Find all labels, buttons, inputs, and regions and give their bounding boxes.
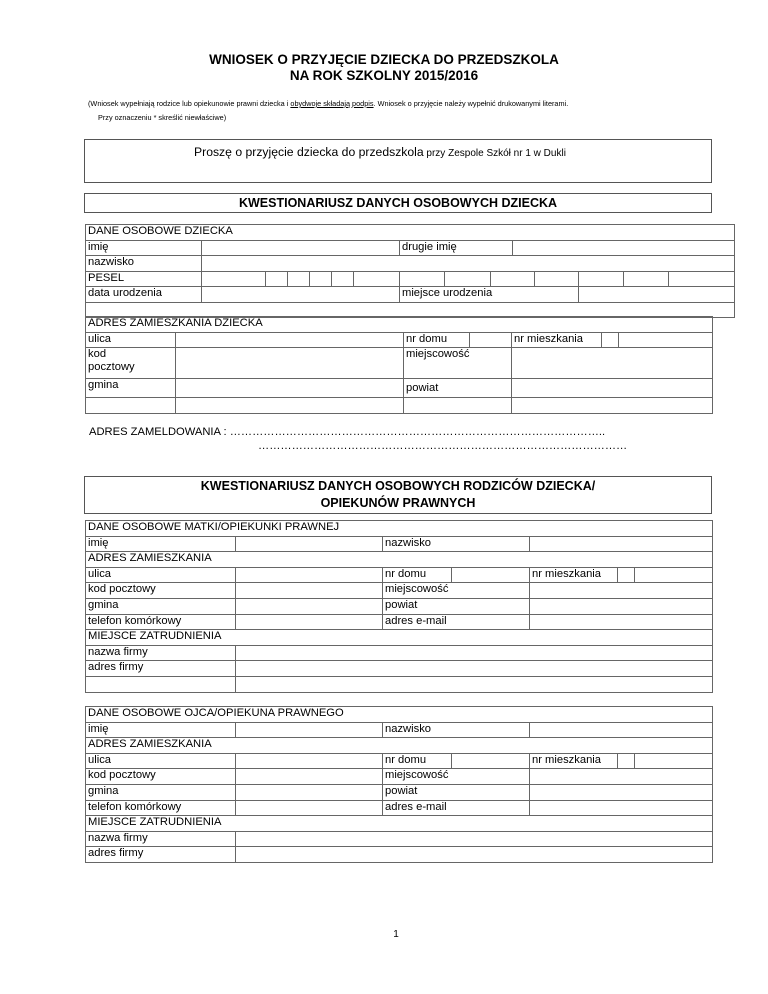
postal-code-line1: kod	[88, 348, 107, 361]
pesel-digit-cell[interactable]	[579, 271, 624, 287]
table-row	[86, 738, 713, 754]
label-commune: gmina	[86, 379, 176, 398]
label-house-no: nr domu	[404, 332, 470, 348]
input-child-second-name[interactable]	[513, 240, 735, 256]
registration-line1	[89, 426, 605, 438]
label-mother-locality: miejscowość	[383, 583, 530, 599]
label-father-locality: miejscowość	[383, 769, 530, 785]
table-row	[86, 379, 713, 398]
table-row	[86, 348, 713, 379]
label-birth-place: miejsce urodzenia	[400, 287, 579, 303]
pesel-digit-cell[interactable]	[310, 271, 332, 287]
table-row	[86, 722, 713, 738]
input-father-company-name[interactable]	[236, 831, 713, 847]
label-father-company-address: adres firmy	[86, 847, 236, 863]
label-father-company-name: nazwa firmy	[86, 831, 236, 847]
input-father-street[interactable]	[236, 753, 383, 769]
label-mother-postal-code: kod pocztowy	[86, 583, 236, 599]
label-father-commune: gmina	[86, 784, 236, 800]
label-locality: miejscowość	[404, 348, 512, 379]
request-text-school: przy Zespole Szkół nr 1 w Dukli	[423, 148, 566, 159]
label-first-name: imię	[86, 240, 202, 256]
table-row	[86, 225, 735, 241]
mother-table	[85, 520, 713, 693]
input-father-flat-no[interactable]	[618, 753, 635, 769]
table-row	[86, 676, 713, 692]
registration-dots-1[interactable]: ………………………………………………………………………………………..	[229, 426, 606, 438]
table-row	[86, 800, 713, 816]
input-child-street[interactable]	[176, 332, 404, 348]
label-father-street: ulica	[86, 753, 236, 769]
parents-section-heading	[84, 476, 712, 514]
input-mother-locality[interactable]	[530, 583, 713, 599]
mother-work-header: MIEJSCE ZATRUDNIENIA	[86, 630, 713, 646]
child-personal-header: DANE OSOBOWE DZIECKA	[86, 225, 735, 241]
note-part2: . Wniosek o przyjęcie należy wypełnić drukowanymi literami.	[373, 99, 569, 108]
input-father-postal-code[interactable]	[236, 769, 383, 785]
child-personal-table	[85, 224, 735, 318]
input-mother-phone[interactable]	[236, 614, 383, 630]
input-child-first-name[interactable]	[202, 240, 400, 256]
spacer-cell	[512, 398, 713, 414]
pesel-digit-cell[interactable]	[445, 271, 491, 287]
pesel-digit-cell[interactable]	[535, 271, 579, 287]
label-birth-date: data urodzenia	[86, 287, 202, 303]
label-father-postal-code: kod pocztowy	[86, 769, 236, 785]
input-mother-house-no[interactable]	[452, 567, 530, 583]
instruction-note-line2: Przy oznaczeniu * skreślić niewłaściwe)	[98, 113, 227, 122]
table-row	[86, 536, 713, 552]
father-address-header: ADRES ZAMIESZKANIA	[86, 738, 713, 754]
empty-cell	[635, 567, 713, 583]
pesel-digit-cell[interactable]	[266, 271, 288, 287]
input-child-postal-code[interactable]	[176, 348, 404, 379]
child-section-heading: KWESTIONARIUSZ DANYCH OSOBOWYCH DZIECKA	[84, 193, 712, 213]
father-header: DANE OSOBOWE OJCA/OPIEKUNA PRAWNEGO	[86, 707, 713, 723]
table-row	[86, 707, 713, 723]
input-child-surname[interactable]	[202, 256, 735, 272]
input-mother-surname[interactable]	[530, 536, 713, 552]
input-father-district[interactable]	[530, 784, 713, 800]
parents-heading-line1: KWESTIONARIUSZ DANYCH OSOBOWYCH RODZICÓW DZIECKA/	[200, 479, 596, 493]
form-title-line2: NA ROK SZKOLNY 2015/2016	[289, 68, 479, 83]
table-row	[86, 598, 713, 614]
label-mother-company-address: adres firmy	[86, 661, 236, 677]
empty-cell	[635, 753, 713, 769]
input-mother-commune[interactable]	[236, 598, 383, 614]
input-father-surname[interactable]	[530, 722, 713, 738]
label-flat-no: nr mieszkania	[512, 332, 602, 348]
input-mother-first-name[interactable]	[236, 536, 383, 552]
label-second-name: drugie imię	[400, 240, 513, 256]
label-street: ulica	[86, 332, 176, 348]
pesel-digit-cell[interactable]	[491, 271, 535, 287]
form-title-line1: WNIOSEK O PRZYJĘCIE DZIECKA DO PRZEDSZKOLA	[209, 52, 559, 67]
label-mother-house-no: nr domu	[383, 567, 452, 583]
label-father-house-no: nr domu	[383, 753, 452, 769]
input-father-email[interactable]	[530, 800, 713, 816]
label-mother-company-name: nazwa firmy	[86, 645, 236, 661]
page-number: 1	[393, 929, 399, 940]
table-row	[86, 816, 713, 832]
request-text	[194, 145, 566, 159]
table-row	[86, 256, 735, 272]
input-child-birth-place[interactable]	[579, 287, 735, 303]
table-row	[86, 271, 735, 287]
note-underlined: obydwoje składają podpis	[290, 99, 374, 108]
parents-heading-line2: OPIEKUNÓW PRAWNYCH	[320, 496, 476, 510]
input-mother-postal-code[interactable]	[236, 583, 383, 599]
input-mother-district[interactable]	[530, 598, 713, 614]
label-father-first-name: imię	[86, 722, 236, 738]
mother-address-header: ADRES ZAMIESZKANIA	[86, 552, 713, 568]
input-mother-email[interactable]	[530, 614, 713, 630]
label-pesel: PESEL	[86, 271, 202, 287]
table-row	[86, 552, 713, 568]
label-father-flat-no: nr mieszkania	[530, 753, 618, 769]
label-district: powiat	[404, 379, 512, 398]
table-row	[86, 317, 713, 333]
father-work-header: MIEJSCE ZATRUDNIENIA	[86, 816, 713, 832]
input-mother-company-name[interactable]	[236, 645, 713, 661]
table-row	[86, 784, 713, 800]
label-mother-first-name: imię	[86, 536, 236, 552]
table-row	[86, 567, 713, 583]
table-row	[86, 831, 713, 847]
label-mother-street: ulica	[86, 567, 236, 583]
label-mother-surname: nazwisko	[383, 536, 530, 552]
label-mother-commune: gmina	[86, 598, 236, 614]
input-child-house-no[interactable]	[470, 332, 512, 348]
request-box[interactable]	[84, 139, 712, 183]
postal-code-line2: pocztowy	[88, 361, 135, 374]
input-father-phone[interactable]	[236, 800, 383, 816]
request-text-main: Proszę o przyjęcie dziecka do przedszkola	[194, 145, 424, 159]
table-row	[86, 521, 713, 537]
label-father-phone: telefon komórkowy	[86, 800, 236, 816]
input-child-flat-no[interactable]	[602, 332, 619, 348]
table-row	[86, 645, 713, 661]
table-row	[86, 753, 713, 769]
input-child-birth-date[interactable]	[202, 287, 400, 303]
registration-label: ADRES ZAMELDOWANIA :	[89, 426, 227, 438]
table-row	[86, 240, 735, 256]
input-mother-company-address[interactable]	[236, 661, 713, 677]
table-row	[86, 287, 735, 303]
input-mother-company-address-extra[interactable]	[236, 676, 713, 692]
input-child-commune[interactable]	[176, 379, 404, 398]
father-table	[85, 706, 713, 863]
pesel-digit-cell[interactable]	[400, 271, 445, 287]
table-row	[86, 630, 713, 646]
input-child-district[interactable]	[512, 379, 713, 398]
label-mother-district: powiat	[383, 598, 530, 614]
label-postal-code	[86, 348, 176, 379]
mother-header: DANE OSOBOWE MATKI/OPIEKUNKI PRAWNEJ	[86, 521, 713, 537]
input-father-locality[interactable]	[530, 769, 713, 785]
child-address-header: ADRES ZAMIESZKANIA DZIECKA	[86, 317, 713, 333]
table-row	[86, 847, 713, 863]
label-father-district: powiat	[383, 784, 530, 800]
note-part1: (Wniosek wypełniają rodzice lub opiekunowie prawni dziecka i	[88, 99, 291, 108]
spacer-cell	[86, 398, 176, 414]
instruction-note	[88, 99, 568, 108]
input-father-company-address[interactable]	[236, 847, 713, 863]
input-mother-flat-no[interactable]	[618, 567, 635, 583]
label-mother-phone: telefon komórkowy	[86, 614, 236, 630]
label-father-email: adres e-mail	[383, 800, 530, 816]
label-mother-flat-no: nr mieszkania	[530, 567, 618, 583]
empty-cell	[619, 332, 713, 348]
input-child-locality[interactable]	[512, 348, 713, 379]
spacer-cell	[404, 398, 512, 414]
child-address-table	[85, 316, 713, 414]
label-surname: nazwisko	[86, 256, 202, 272]
table-row	[86, 332, 713, 348]
input-mother-street[interactable]	[236, 567, 383, 583]
pesel-digit-cell[interactable]	[624, 271, 669, 287]
input-father-first-name[interactable]	[236, 722, 383, 738]
input-father-house-no[interactable]	[452, 753, 530, 769]
label-mother-email: adres e-mail	[383, 614, 530, 630]
spacer-cell	[176, 398, 404, 414]
table-row	[86, 769, 713, 785]
pesel-digit-cell[interactable]	[354, 271, 400, 287]
table-row	[86, 583, 713, 599]
pesel-digit-cell[interactable]	[332, 271, 354, 287]
pesel-digit-cell[interactable]	[669, 271, 735, 287]
empty-cell	[86, 676, 236, 692]
pesel-digit-cell[interactable]	[288, 271, 310, 287]
input-father-commune[interactable]	[236, 784, 383, 800]
table-row	[86, 661, 713, 677]
table-row	[86, 398, 713, 414]
label-father-surname: nazwisko	[383, 722, 530, 738]
pesel-cell[interactable]	[202, 271, 266, 287]
registration-dots-2[interactable]: ………………………………………………………………………………………	[258, 440, 628, 452]
table-row	[86, 614, 713, 630]
